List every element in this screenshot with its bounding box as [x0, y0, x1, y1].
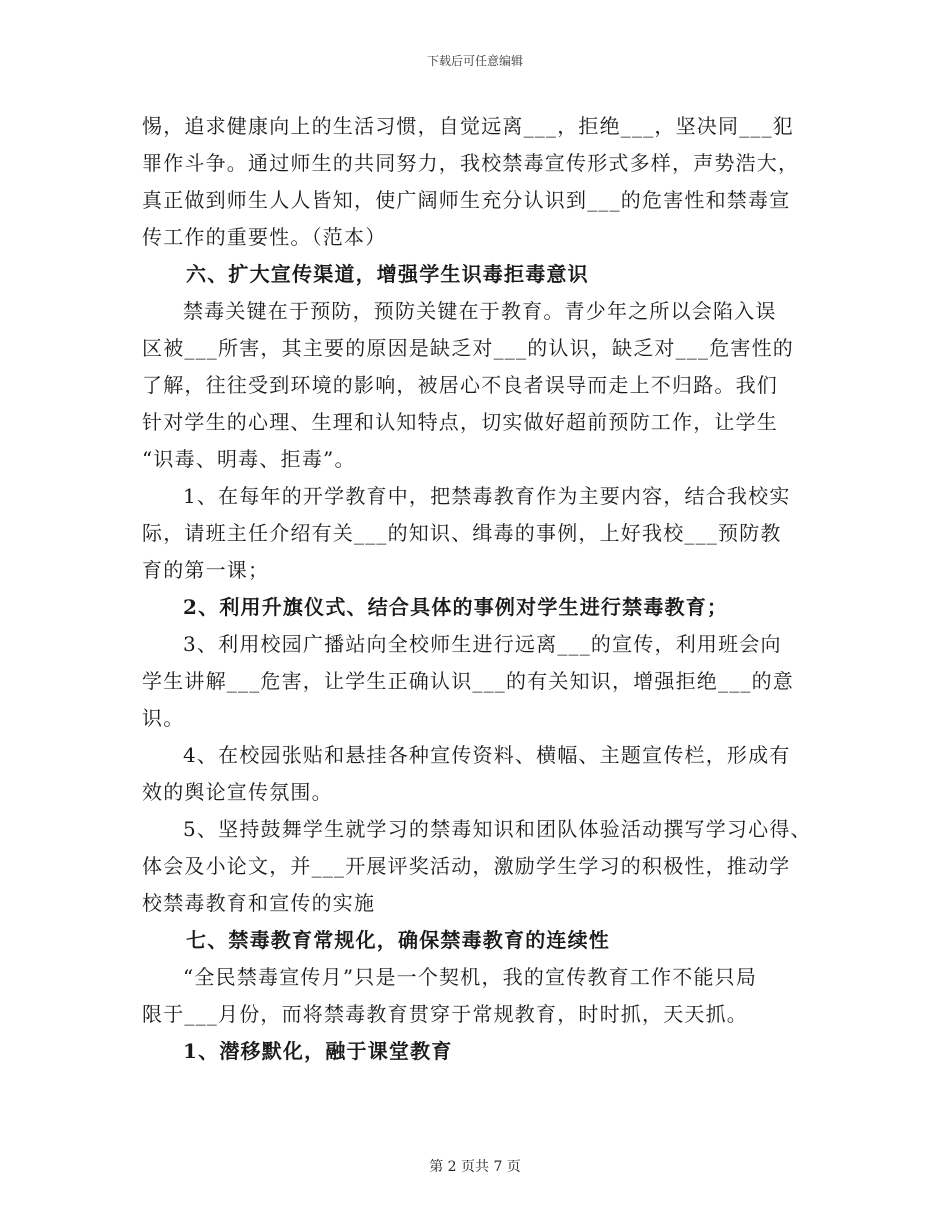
body-line: 禁毒关键在于预防，预防关键在于教育。青少年之所以会陷入误 — [183, 299, 777, 323]
page-header: 下载后可任意编辑 — [426, 54, 523, 68]
body-line: 识。 — [142, 706, 185, 730]
body-line: 学生讲解___危害，让学生正确认识___的有关知识，增强拒绝___的意 — [142, 669, 794, 693]
body-line: “全民禁毒宣传月”只是一个契机，我的宣传教育工作不能只局 — [183, 965, 758, 989]
body-line: 体会及小论文，并___开展评奖活动，激励学生学习的积极性，推动学 — [142, 854, 791, 878]
list-item-heading: 2、利用升旗仪式、结合具体的事例对学生进行禁毒教育； — [183, 595, 729, 619]
body-line: 际，请班主任介绍有关___的知识、缉毒的事例，上好我校___预防教 — [142, 521, 782, 545]
section-heading: 六、扩大宣传渠道，增强学生识毒拒毒意识 — [186, 262, 589, 286]
body-line: 惕，追求健康向上的生活习惯，自觉远离___，拒绝___，坚决同___犯 — [142, 114, 794, 138]
body-line: 1、在每年的开学教育中，把禁毒教育作为主要内容，结合我校实 — [183, 484, 791, 508]
body-line: 传工作的重要性。（范本） — [142, 225, 387, 249]
body-line: 罪作斗争。通过师生的共同努力，我校禁毒宣传形式多样，声势浩大， — [142, 151, 800, 175]
body-line: 3、利用校园广播站向全校师生进行远离___的宣传，利用班会向 — [183, 632, 782, 656]
body-line: 针对学生的心理、生理和认知特点，切实做好超前预防工作，让学生 — [142, 410, 778, 434]
body-line: 限于___月份，而将禁毒教育贯穿于常规教育，时时抓，天天抓。 — [142, 1002, 748, 1026]
page-footer: 第 2 页共 7 页 — [429, 1159, 521, 1175]
body-line: 4、在校园张贴和悬挂各种宣传资料、横幅、主题宣传栏，形成有 — [183, 743, 791, 767]
body-line: 效的舆论宣传氛围。 — [142, 780, 333, 804]
body-line: 区被___所害，其主要的原因是缺乏对___的认识，缺乏对___危害性的 — [142, 336, 794, 360]
body-line: 真正做到师生人人皆知，使广阔师生充分认识到___的危害性和禁毒宣 — [142, 188, 791, 212]
body-line: 育的第一课； — [142, 558, 270, 582]
body-line: “识毒、明毒、拒毒”。 — [142, 447, 356, 471]
list-item-heading: 1、潜移默化，融于课堂教育 — [183, 1039, 453, 1063]
body-line: 5、坚持鼓舞学生就学习的禁毒知识和团队体验活动撰写学习心得、 — [183, 817, 812, 841]
body-line: 校禁毒教育和宣传的实施 — [142, 891, 376, 915]
body-line: 了解，往往受到环境的影响，被居心不良者误导而走上不归路。我们 — [142, 373, 778, 397]
section-heading: 七、禁毒教育常规化，确保禁毒教育的连续性 — [186, 928, 610, 952]
document-body — [142, 108, 812, 1070]
